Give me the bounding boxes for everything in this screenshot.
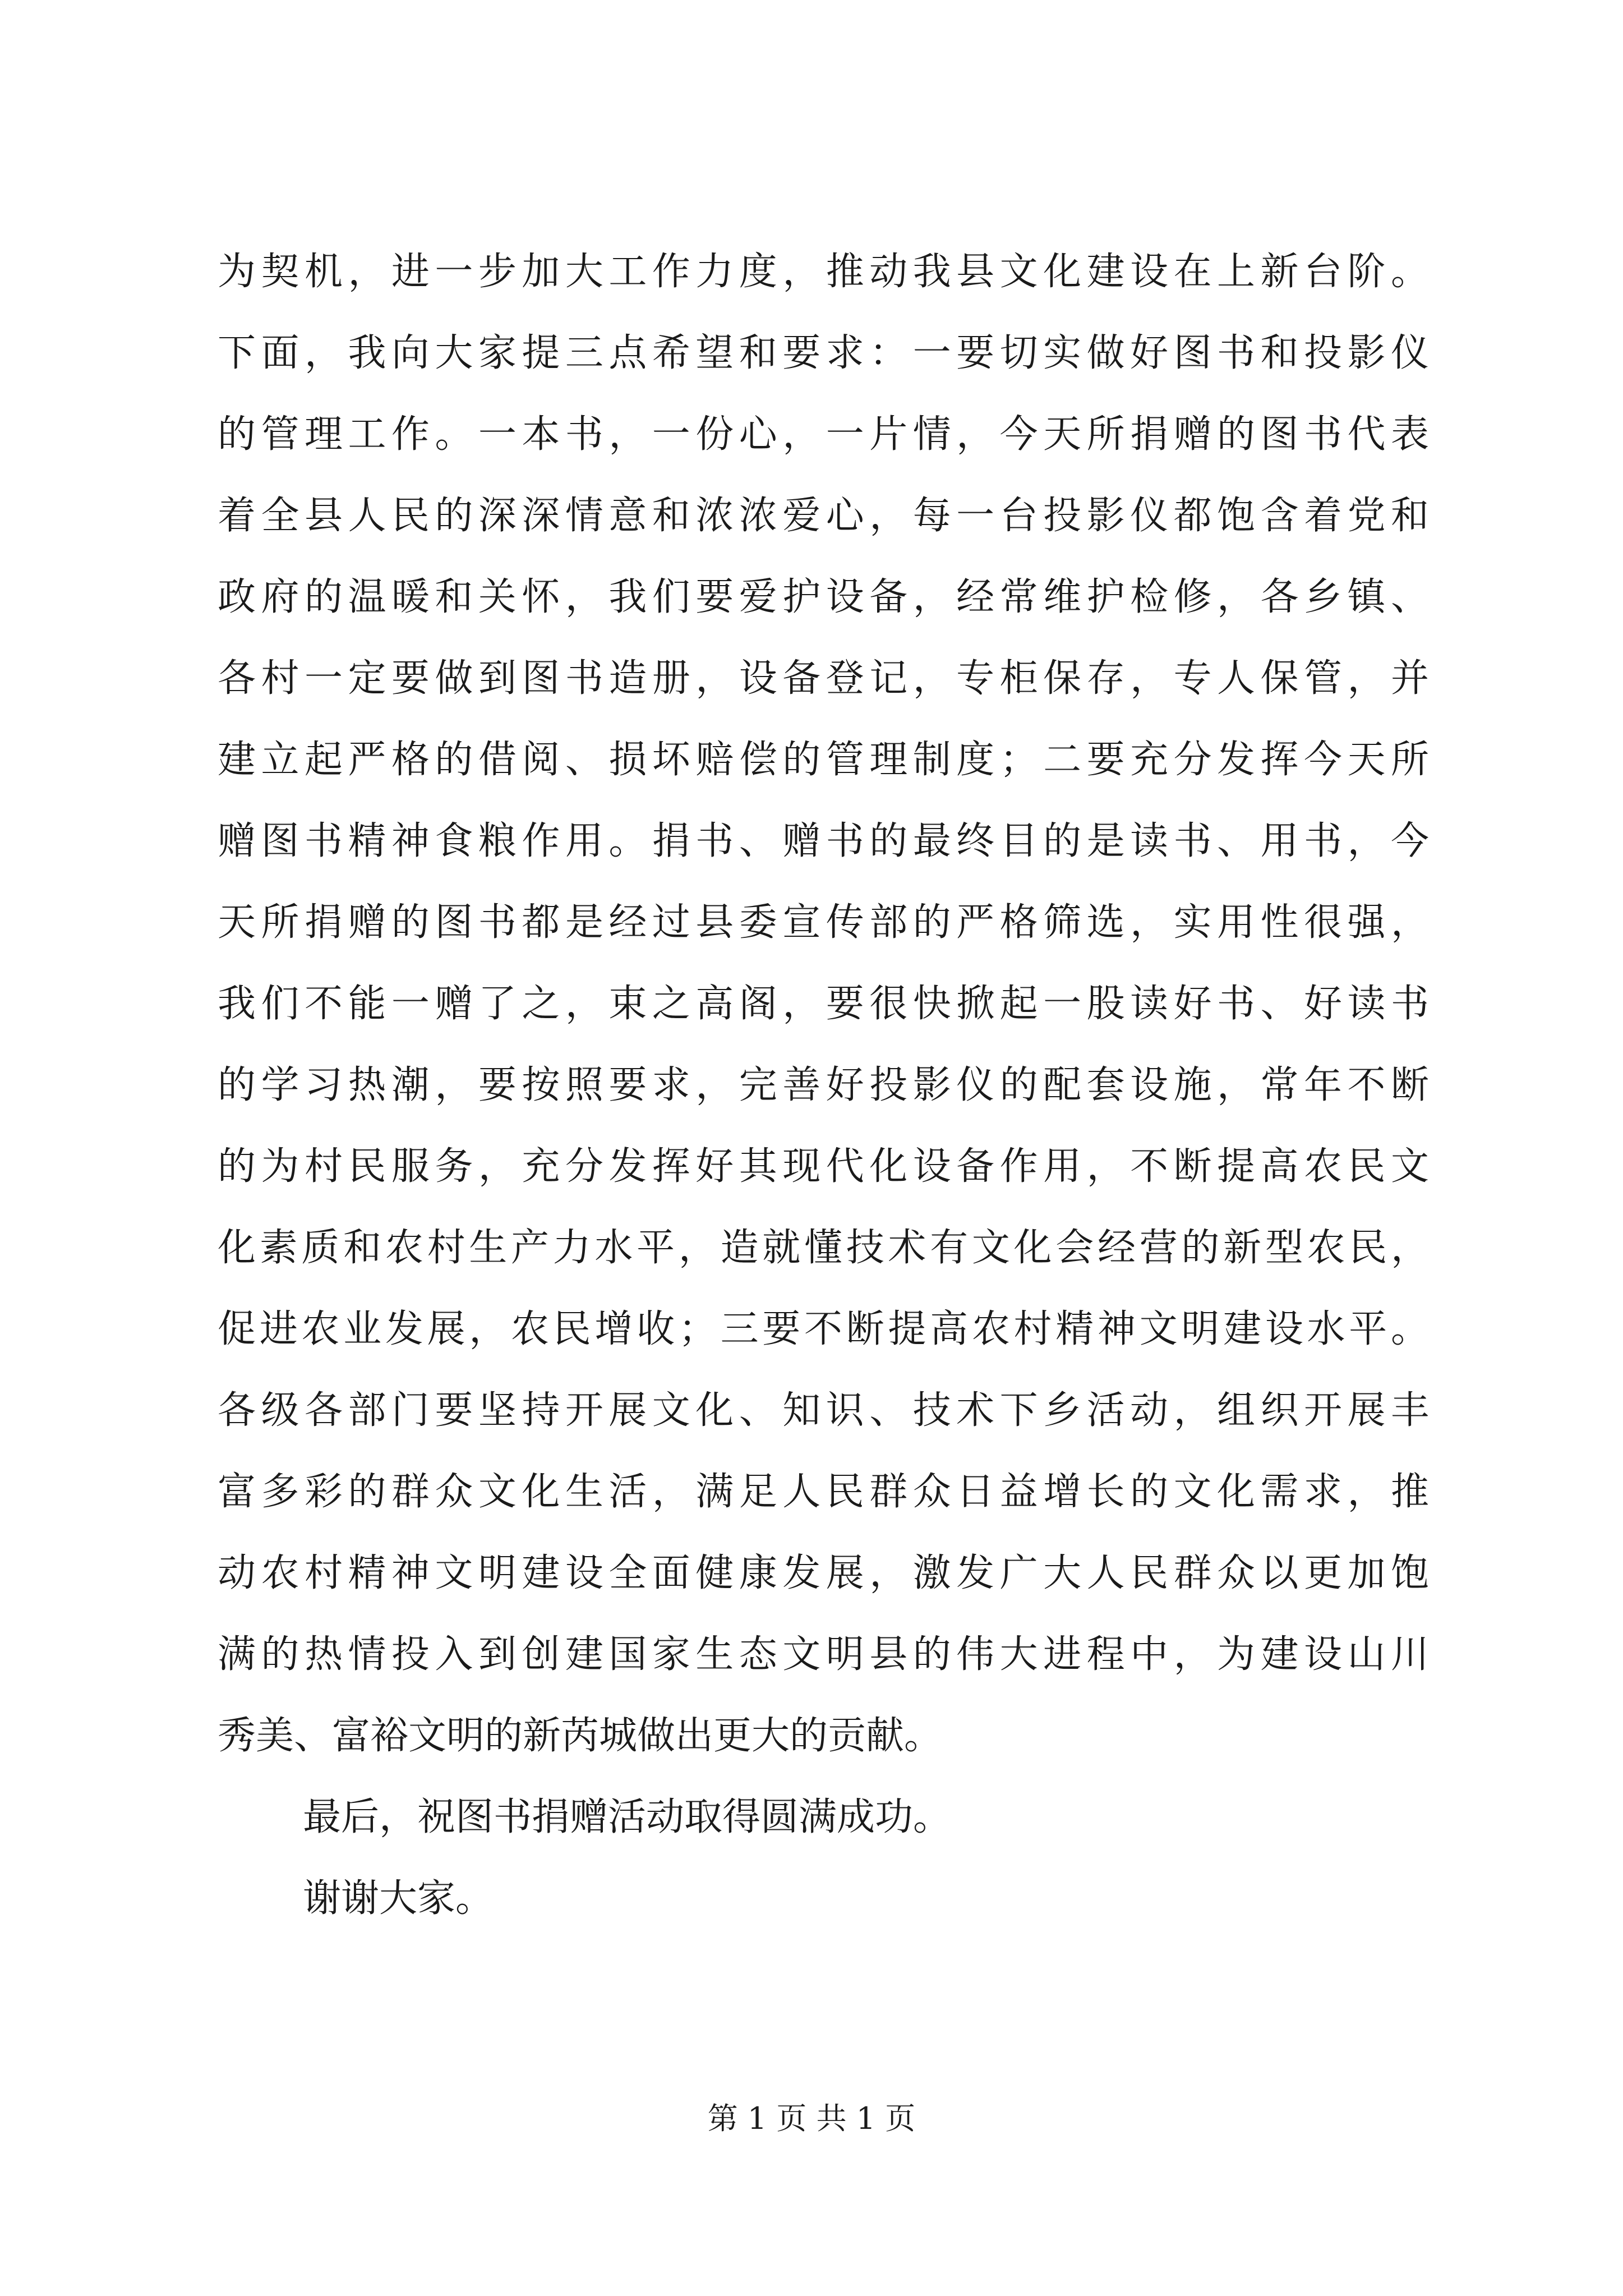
paragraph-line: 富多彩的群众文化生活，满足人民群众日益增长的文化需求，推 — [218, 1470, 1429, 1514]
paragraph-line: 化素质和农村生产力水平，造就懂技术有文化会经营的新型农民， — [218, 1226, 1429, 1270]
page-footer: 第 1 页 共 1 页 — [707, 2101, 916, 2136]
paragraph-line: 满的热情投入到创建国家生态文明县的伟大进程中，为建设山川 — [218, 1632, 1429, 1677]
paragraph-line: 赠图书精神食粮作用。捐书、赠书的最终目的是读书、用书，今 — [218, 819, 1429, 863]
paragraph-line: 建立起严格的借阅、损坏赔偿的管理制度；二要充分发挥今天所 — [218, 738, 1429, 782]
paragraph-line: 的为村民服务，充分发挥好其现代化设备作用，不断提高农民文 — [218, 1144, 1429, 1189]
body-text — [218, 231, 1429, 1939]
paragraph-line: 着全县人民的深深情意和浓浓爱心，每一台投影仪都饱含着党和 — [218, 494, 1429, 538]
paragraph-line: 的学习热潮，要按照要求，完善好投影仪的配套设施，常年不断 — [218, 1063, 1429, 1107]
paragraph-line: 秀美、富裕文明的新芮城做出更大的贡献。 — [218, 1714, 943, 1758]
paragraph-line: 天所捐赠的图书都是经过县委宣传部的严格筛选，实用性很强， — [218, 900, 1429, 945]
paragraph-line: 动农村精神文明建设全面健康发展，激发广大人民群众以更加饱 — [218, 1551, 1429, 1595]
paragraph-line: 政府的温暖和关怀，我们要爱护设备，经常维护检修，各乡镇、 — [218, 575, 1429, 619]
paragraph-line: 各村一定要做到图书造册，设备登记，专柜保存，专人保管，并 — [218, 656, 1429, 701]
paragraph-line: 的管理工作。一本书，一份心，一片情，今天所捐赠的图书代表 — [218, 412, 1429, 457]
paragraph-line: 各级各部门要坚持开展文化、知识、技术下乡活动，组织开展丰 — [218, 1388, 1429, 1433]
closing-thanks: 谢谢大家。 — [303, 1876, 494, 1921]
closing-wish: 最后，祝图书捐赠活动取得圆满成功。 — [303, 1795, 952, 1839]
paragraph-line: 下面，我向大家提三点希望和要求：一要切实做好图书和投影仪 — [218, 331, 1429, 375]
paragraph-line: 为契机，进一步加大工作力度，推动我县文化建设在上新台阶。 — [218, 250, 1429, 294]
paragraph-line: 我们不能一赠了之，束之高阁，要很快掀起一股读好书、好读书 — [218, 982, 1429, 1026]
paragraph-line: 促进农业发展，农民增收；三要不断提高农村精神文明建设水平。 — [218, 1307, 1429, 1351]
